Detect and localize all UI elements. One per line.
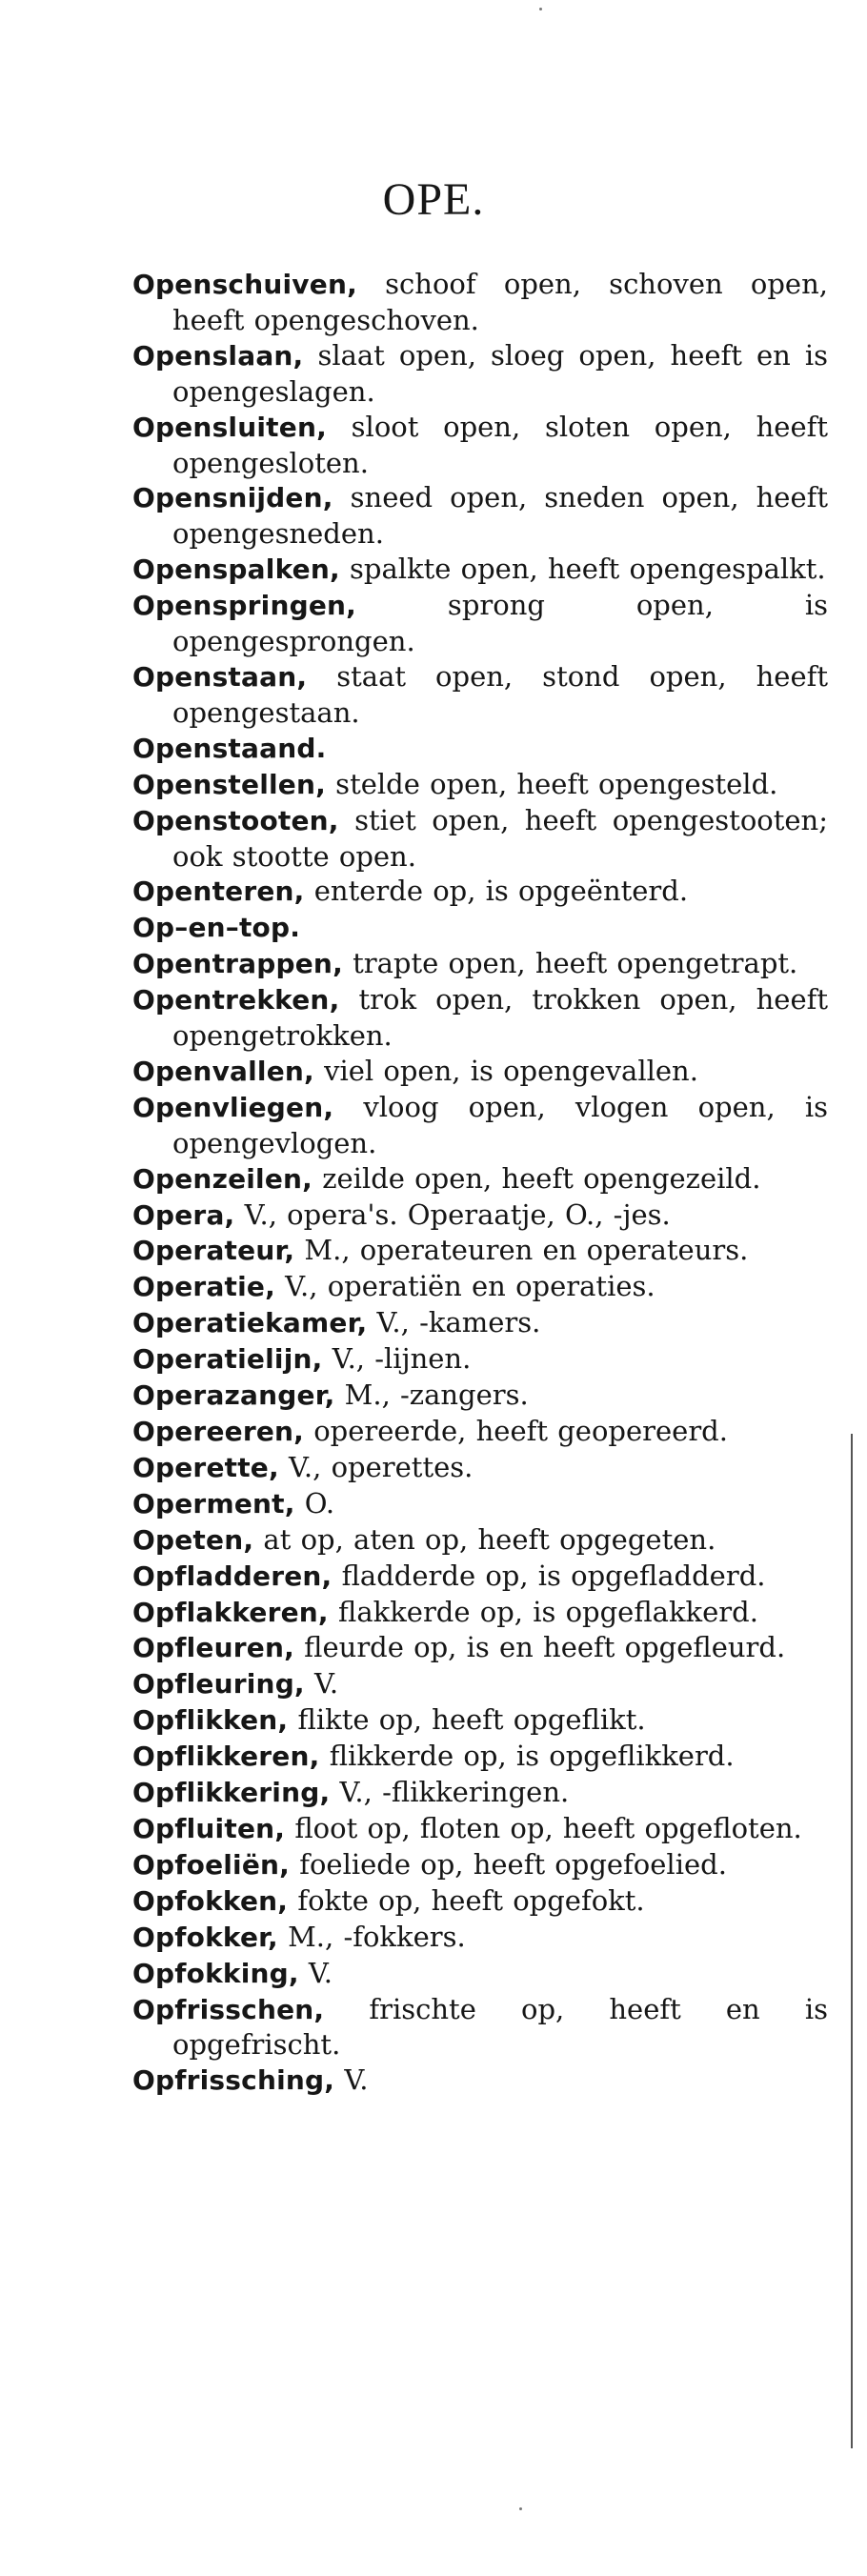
dictionary-entry	[132, 1054, 828, 1090]
entry-headword: Opfoeliën,	[132, 1848, 291, 1881]
entry-definition: M., operateuren en operateurs.	[294, 1234, 749, 1267]
entry-definition: M., -fokkers.	[277, 1920, 466, 1953]
dictionary-entry	[132, 2063, 828, 2099]
entry-headword: Operatiekamer,	[132, 1307, 368, 1339]
entry-definition: at op, aten op, heeft opgegeten.	[253, 1522, 716, 1556]
dictionary-entry	[132, 1847, 828, 1883]
entry-headword: Opfrisschen,	[132, 1993, 325, 2025]
dictionary-entry	[132, 1486, 828, 1522]
dictionary-entry	[132, 588, 828, 659]
entry-definition: V., operettes.	[278, 1450, 474, 1483]
entry-definition: schoof open, schoven open, heeft opengeschoven.	[172, 268, 828, 336]
page-title: OPE.	[382, 174, 485, 226]
dictionary-entry	[132, 982, 828, 1054]
entry-definition: trok open, trokken open, heeft opengetrokken.	[172, 983, 828, 1053]
dictionary-entries	[132, 267, 828, 2099]
entry-headword: Opflikkering,	[132, 1777, 331, 1809]
entry-headword: Operatie,	[132, 1271, 275, 1303]
dictionary-entry	[132, 874, 828, 910]
entry-headword: Openteren,	[132, 875, 305, 908]
entry-definition: frischte op, heeft en is opgefrischt.	[172, 1992, 828, 2062]
entry-headword: Opfokking,	[132, 1957, 299, 1989]
entry-headword: Opensluiten,	[132, 411, 327, 443]
dictionary-entry	[132, 1161, 828, 1197]
entry-headword: Opfokker,	[132, 1921, 278, 1953]
dictionary-entry	[132, 1666, 828, 1702]
dictionary-entry	[132, 1414, 828, 1450]
dictionary-entry	[132, 1341, 828, 1378]
entry-headword: Opeten,	[132, 1523, 254, 1556]
entry-definition: O.	[294, 1486, 335, 1519]
dictionary-entry	[132, 1378, 828, 1414]
entry-definition: fladderde op, is opgefladderd.	[332, 1559, 766, 1592]
entry-headword: Openslaan,	[132, 339, 304, 372]
entry-definition: V., -flikkeringen.	[330, 1776, 570, 1809]
entry-definition: staat open, stond open, heeft opengestaan.	[172, 659, 828, 729]
dictionary-entry	[132, 1269, 828, 1305]
dictionary-entry	[132, 410, 828, 481]
entry-definition: flikte op, heeft opgeflikt.	[288, 1703, 646, 1737]
entry-headword: Operment,	[132, 1487, 295, 1519]
dictionary-entry	[132, 1811, 828, 1847]
entry-headword: Opfluiten,	[132, 1812, 286, 1844]
dictionary-entry	[132, 659, 828, 731]
entry-definition: spalkte open, heeft opengespalkt.	[339, 553, 826, 586]
entry-definition: floot op, floten op, heeft opgefloten.	[285, 1811, 802, 1844]
dictionary-entry	[132, 1775, 828, 1811]
entry-definition: V.	[304, 1667, 339, 1701]
entry-definition: stelde open, heeft opengesteld.	[325, 767, 778, 800]
dictionary-entry	[132, 1883, 828, 1920]
entry-headword: Opfladderen,	[132, 1560, 333, 1592]
dictionary-entry	[132, 1305, 828, 1341]
scan-speck-top	[539, 8, 542, 10]
entry-definition: M., -zangers.	[334, 1379, 529, 1412]
entry-definition: enterde op, is opgeënterd.	[304, 875, 689, 908]
entry-headword: Opfrissching,	[132, 2064, 335, 2097]
entry-definition: viel open, is opengevallen.	[313, 1054, 698, 1087]
dictionary-entry	[132, 731, 828, 767]
entry-headword: Openstooten,	[132, 804, 339, 836]
dictionary-entry	[132, 946, 828, 982]
dictionary-entry	[132, 1956, 828, 1992]
entry-headword: Openvallen,	[132, 1055, 314, 1087]
entry-headword: Opensnijden,	[132, 482, 333, 514]
entry-headword: Opfokken,	[132, 1884, 289, 1917]
dictionary-entry	[132, 267, 828, 338]
dictionary-entry	[132, 1595, 828, 1631]
entry-definition: vloog open, vlogen open, is opengevlogen.	[172, 1090, 828, 1159]
entry-headword: Openstaan,	[132, 660, 308, 693]
dictionary-entry	[132, 1920, 828, 1956]
entry-headword: Opera,	[132, 1198, 235, 1231]
entry-definition: V., opera's. Operaatje, O., -jes.	[234, 1197, 671, 1231]
entry-definition: V., -kamers.	[367, 1306, 541, 1339]
entry-headword: Opflikken,	[132, 1704, 289, 1737]
dictionary-entry	[132, 1090, 828, 1161]
dictionary-entry	[132, 338, 828, 410]
entry-headword: Opentrappen,	[132, 948, 343, 980]
entry-headword: Operateur,	[132, 1235, 295, 1267]
entry-definition: fokte op, heeft opgefokt.	[288, 1883, 645, 1917]
entry-headword: Operazanger,	[132, 1379, 335, 1412]
entry-definition: flikkerde op, is opgeflikkerd.	[319, 1740, 735, 1773]
dictionary-entry	[132, 1992, 828, 2063]
entry-definition: zeilde open, heeft opengezeild.	[313, 1161, 761, 1195]
margin-rule	[851, 1434, 853, 2448]
entry-headword: Opentrekken,	[132, 984, 340, 1016]
entry-headword: Openspalken,	[132, 553, 340, 586]
entry-headword: Openzeilen,	[132, 1162, 313, 1195]
dictionary-entry	[132, 1559, 828, 1595]
dictionary-entry	[132, 910, 828, 946]
entry-definition: trapte open, heeft opengetrapt.	[342, 947, 798, 980]
entry-definition: V., -lijnen.	[322, 1342, 472, 1376]
entry-headword: Opfleuren,	[132, 1632, 294, 1664]
dictionary-entry	[132, 552, 828, 588]
entry-definition: fleurde op, is en heeft opgefleurd.	[293, 1631, 786, 1664]
entry-headword: Opflakkeren,	[132, 1596, 329, 1628]
entry-headword: Openspringen,	[132, 590, 357, 622]
entry-headword: Opereeren,	[132, 1416, 304, 1447]
dictionary-entry	[132, 1522, 828, 1559]
dictionary-entry	[132, 1233, 828, 1269]
dictionary-entry	[132, 803, 828, 875]
entry-headword: Openstellen,	[132, 768, 326, 800]
entry-headword: Openvliegen,	[132, 1091, 334, 1123]
entry-headword: Openschuiven,	[132, 269, 357, 300]
entry-definition: sneed open, sneden open, heeft opengesneden.	[172, 481, 828, 551]
entry-definition: stiet open, heeft opengestooten; ook stootte open.	[172, 803, 828, 873]
entry-definition: V.	[298, 1956, 333, 1989]
entry-headword: Opfleuring,	[132, 1668, 305, 1701]
entry-definition: opereerde, heeft geopereerd.	[304, 1415, 728, 1447]
entry-definition: foeliede op, heeft opgefoelied.	[290, 1847, 727, 1881]
dictionary-entry	[132, 1450, 828, 1486]
entry-definition: sprong open, is opengesprongen.	[172, 589, 828, 658]
dictionary-entry	[132, 480, 828, 552]
scan-speck-bottom	[519, 2507, 522, 2510]
entry-definition: V., operatiën en operaties.	[274, 1270, 655, 1303]
entry-headword: Openstaand.	[132, 732, 327, 764]
entry-definition: sloot open, sloten open, heeft opengesloten.	[172, 410, 828, 479]
dictionary-entry	[132, 1630, 828, 1666]
entry-definition: V.	[334, 2063, 369, 2097]
dictionary-entry	[132, 1702, 828, 1739]
entry-definition: flakkerde op, is opgeflakkerd.	[328, 1595, 758, 1628]
dictionary-entry	[132, 767, 828, 803]
dictionary-entry	[132, 1197, 828, 1234]
entry-headword: Operatielijn,	[132, 1343, 323, 1376]
entry-headword: Operette,	[132, 1451, 279, 1483]
entry-headword: Opflikkeren,	[132, 1741, 320, 1773]
entry-definition: slaat open, sloeg open, heeft en is opengeslagen.	[172, 338, 828, 408]
entry-headword: Op–en–top.	[132, 912, 301, 944]
dictionary-entry	[132, 1739, 828, 1775]
